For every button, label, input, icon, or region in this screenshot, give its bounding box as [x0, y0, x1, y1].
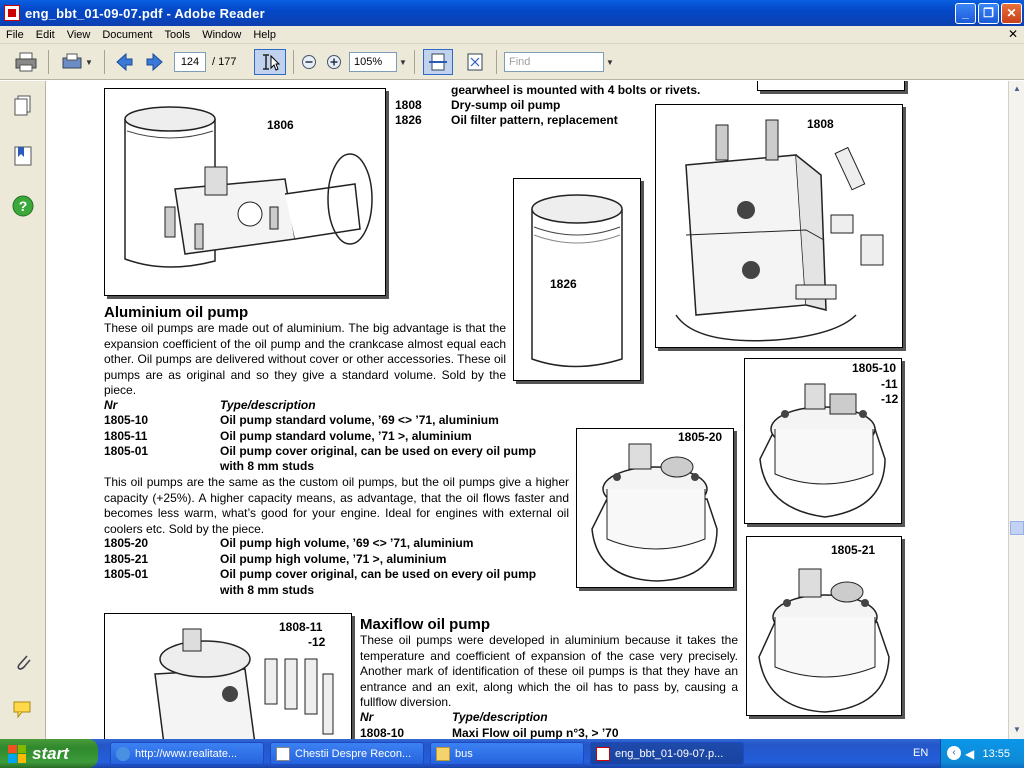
- oil-pump-high-volume-late-illustration: [747, 537, 901, 715]
- figure-label: 1808-11: [279, 620, 323, 634]
- taskbar-item-browser[interactable]: http://www.realitate...: [110, 742, 264, 765]
- folder-icon: [436, 747, 450, 761]
- window-title: eng_bbt_01-09-07.pdf - Adobe Reader: [25, 5, 265, 21]
- menu-document[interactable]: Document: [102, 28, 153, 41]
- find-input[interactable]: Find: [504, 52, 604, 72]
- figure-1806: [104, 88, 386, 296]
- figure-1805-20: [576, 428, 734, 588]
- start-button[interactable]: start: [0, 739, 98, 768]
- menu-help[interactable]: Help: [253, 28, 276, 41]
- zoom-in-icon: [326, 54, 342, 70]
- organizer-button[interactable]: [58, 49, 96, 75]
- table-header: Nr Type/description: [360, 710, 548, 724]
- help-panel-button[interactable]: [12, 195, 34, 217]
- top-partial-text: gearwheel is mounted with 4 bolts or rivets.: [451, 83, 701, 97]
- figure-1826: [513, 178, 641, 381]
- figure-1805-21: [746, 536, 902, 716]
- bookmarks-panel-button[interactable]: [12, 145, 34, 167]
- oil-pump-high-volume-illustration: [577, 429, 733, 587]
- next-page-button[interactable]: [143, 49, 167, 75]
- arrow-left-icon: [114, 52, 134, 72]
- page-number-input[interactable]: 124: [174, 52, 206, 72]
- bookmark-icon: [13, 145, 33, 167]
- list-item: 1826 Oil filter pattern, replacement: [395, 113, 618, 127]
- help-icon: [12, 195, 34, 217]
- menu-edit[interactable]: Edit: [35, 28, 55, 41]
- list-item: 1808 Dry-sump oil pump: [395, 98, 561, 112]
- pdf-icon: [596, 747, 610, 761]
- speaker-icon[interactable]: ◀: [965, 747, 975, 761]
- svg-text:?: ?: [18, 198, 28, 214]
- figure-label: 1806: [267, 118, 294, 132]
- zoom-level-input[interactable]: 105%: [349, 52, 397, 72]
- navigation-pane: [0, 81, 46, 739]
- find-dropdown-icon[interactable]: ▼: [606, 58, 614, 67]
- table-row: 1805-20 Oil pump high volume, ’69 <> ’71, aluminium: [104, 536, 474, 550]
- figure-label: 1805-10: [852, 361, 897, 375]
- fit-width-button[interactable]: [423, 49, 453, 75]
- document-close-icon[interactable]: ✕: [1007, 27, 1018, 41]
- fit-page-icon: [465, 52, 485, 72]
- table-row: 1805-01 Oil pump cover original, can be used on every oil pump: [104, 567, 537, 581]
- figure-label: 1808: [807, 117, 834, 131]
- pages-icon: [14, 95, 32, 117]
- oil-pump-standard-illustration: [745, 359, 901, 523]
- previous-page-button[interactable]: [112, 49, 136, 75]
- figure-label: 1805-21: [831, 543, 876, 557]
- system-tray: [940, 739, 1024, 768]
- section-title-aluminium: Aluminium oil pump: [104, 304, 249, 321]
- fit-width-icon: [428, 52, 448, 72]
- oil-pump-filter-illustration: [105, 89, 385, 295]
- figure-1808: [655, 104, 903, 348]
- table-row: 1805-10 Oil pump standard volume, ’69 <> ’71, aluminium: [104, 413, 499, 427]
- taskbar-item-adobe-reader[interactable]: eng_bbt_01-09-07.p...: [590, 742, 744, 765]
- taskbar-item-document[interactable]: Chestii Despre Recon...: [270, 742, 424, 765]
- figure-label: 1805-20: [678, 430, 723, 444]
- menu-file[interactable]: File: [6, 28, 24, 41]
- zoom-in-button[interactable]: [323, 49, 345, 75]
- select-tool-button[interactable]: [254, 49, 286, 75]
- clock: 13:55: [982, 747, 1010, 760]
- pdf-icon: [4, 5, 20, 21]
- document-view[interactable]: [47, 81, 1008, 739]
- section-title-maxiflow: Maxiflow oil pump: [360, 616, 490, 633]
- language-indicator[interactable]: EN: [913, 747, 929, 759]
- document-icon: [276, 747, 290, 761]
- browser-icon: [116, 747, 130, 761]
- chevron-down-icon: ▼: [85, 57, 93, 67]
- scroll-up-icon[interactable]: ▲: [1013, 84, 1021, 93]
- comments-icon: [12, 699, 34, 721]
- table-row: with 8 mm studs: [220, 459, 315, 473]
- table-header: Nr Type/description: [104, 398, 316, 412]
- fit-page-button[interactable]: [462, 49, 488, 75]
- text-cursor-icon: [259, 52, 281, 72]
- taskbar-item-folder[interactable]: bus: [430, 742, 584, 765]
- figure-label: 1826: [550, 277, 577, 291]
- table-row: 1805-01 Oil pump cover original, can be used on every oil pump: [104, 444, 537, 458]
- section-body-aluminium: These oil pumps are made out of aluminium. The big advantage is that the expansion coefficient of the oil pump and the crankcase almost equal each other. Oil pumps are delivered without cover or other accessories. These oil pumps are as original and so they give a standard volume. Sold by the piece.: [104, 321, 506, 397]
- figure-top-partial: [757, 81, 905, 91]
- printer-icon: [15, 52, 37, 72]
- figure-1805-10: [744, 358, 902, 524]
- section-body-maxiflow: These oil pumps were developed in aluminium because it takes the temperature and coefficient of expansion of the case very precisely. Another mark of identification of these oil pumps is that they have an entrance and an exit, along which the oil has to pass by, causing a fullflow diversion.: [360, 633, 738, 709]
- zoom-out-button[interactable]: [298, 49, 320, 75]
- comments-panel-button[interactable]: [12, 699, 34, 721]
- dry-sump-pump-illustration: [656, 105, 902, 347]
- organizer-icon: [61, 52, 85, 72]
- maximize-button[interactable]: ❐: [978, 3, 999, 24]
- page-total: / 177: [212, 56, 237, 68]
- menu-bar: [0, 26, 1024, 44]
- table-row: 1808-10 Maxi Flow oil pump n°3, > ’70: [360, 726, 619, 739]
- attachments-panel-button[interactable]: [12, 651, 34, 673]
- zoom-out-icon: [301, 54, 317, 70]
- zoom-dropdown-icon[interactable]: ▼: [399, 58, 407, 67]
- section-body-high-volume: This oil pumps are the same as the custom oil pumps, but the oil pumps give a higher capacity (+25%). A higher capacity means, as advantage, that the oil flows faster and becomes less warm, what’s good for your engine. Ideal for engines with external oil coolers etc. Sold by the piece.: [104, 475, 569, 536]
- figure-label: -11: [881, 377, 898, 391]
- close-button[interactable]: ✕: [1001, 3, 1022, 24]
- menu-view[interactable]: View: [66, 28, 91, 41]
- scroll-thumb[interactable]: [1010, 521, 1024, 535]
- table-row: 1805-21 Oil pump high volume, ’71 >, aluminium: [104, 552, 447, 566]
- toolbar: [0, 44, 1024, 80]
- oil-filter-illustration: [514, 179, 640, 380]
- tray-arrow-icon[interactable]: ‹: [947, 746, 961, 760]
- paperclip-icon: [12, 651, 34, 673]
- windows-logo-icon: [8, 745, 26, 763]
- menu-tools[interactable]: Tools: [164, 28, 191, 41]
- arrow-right-icon: [145, 52, 165, 72]
- table-row: 1805-11 Oil pump standard volume, ’71 >, aluminium: [104, 429, 472, 443]
- taskbar: [0, 739, 1024, 768]
- pages-panel-button[interactable]: [12, 95, 34, 117]
- menu-window[interactable]: Window: [202, 28, 242, 41]
- minimize-button[interactable]: _: [955, 3, 976, 24]
- vertical-scrollbar[interactable]: [1008, 81, 1024, 739]
- figure-label: -12: [881, 392, 899, 406]
- print-button[interactable]: [12, 49, 40, 75]
- title-bar: [0, 0, 1024, 26]
- figure-label: -12: [308, 635, 326, 649]
- table-row: with 8 mm studs: [220, 583, 315, 597]
- scroll-down-icon[interactable]: ▼: [1013, 725, 1021, 734]
